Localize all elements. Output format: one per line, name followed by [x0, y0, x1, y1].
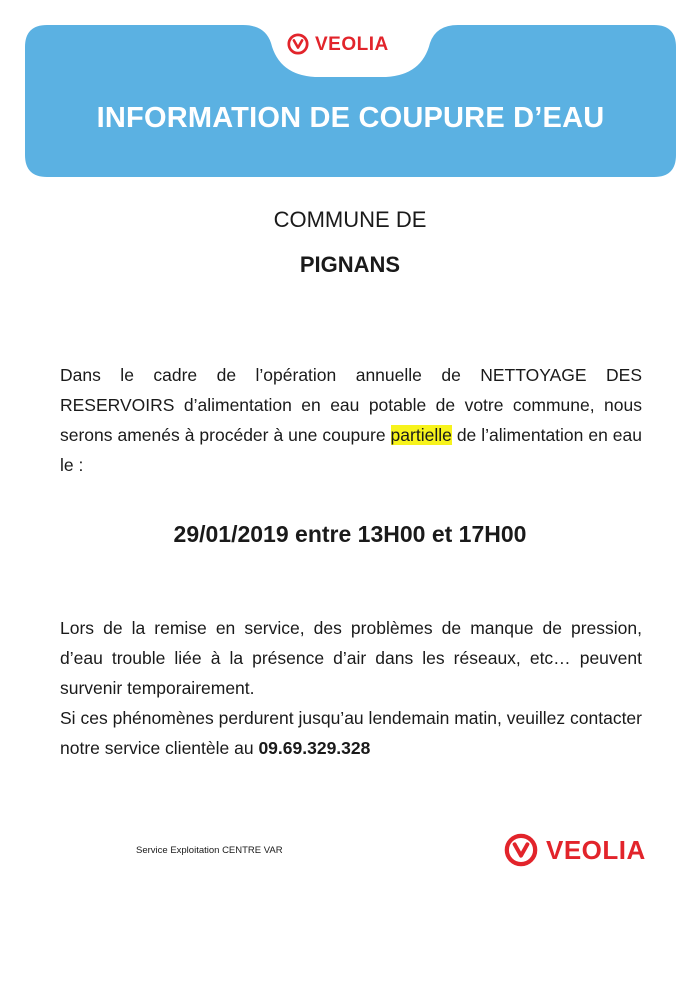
page-title: INFORMATION DE COUPURE D’EAU — [96, 102, 605, 134]
veolia-logo-icon — [287, 33, 309, 55]
intro-text-start: Dans le cadre de l’opération annuelle de NETTOYAGE DES RESERVOIRS d’alimentation en eau potable de votre commune, nous serons amenés à procéder à une coupure — [60, 365, 642, 445]
phone-number: 09.69.329.328 — [258, 738, 371, 758]
veolia-logo-icon — [504, 833, 538, 867]
contact-text: Si ces phénomènes perdurent jusqu’au lendemain matin, veuillez contacter notre service clientèle au — [60, 708, 642, 758]
veolia-logo-bottom — [504, 833, 646, 867]
notice-paragraph-2 — [60, 703, 642, 763]
commune-label: COMMUNE DE — [273, 207, 427, 232]
notice-paragraph-1: Lors de la remise en service, des problèmes de manque de pression, d’eau trouble liée à la présence d’air dans les réseaux, etc… peuvent survenir temporairement. — [60, 618, 642, 698]
header-banner — [25, 25, 676, 177]
logo-text: VEOLIA — [315, 33, 389, 55]
service-label: Service Exploitation CENTRE VAR — [136, 845, 283, 856]
notice-block — [60, 613, 642, 763]
outage-date: 29/01/2019 entre 13H00 et 17H00 — [173, 521, 527, 547]
logo-text: VEOLIA — [546, 835, 646, 865]
intro-paragraph — [60, 360, 642, 480]
highlighted-word: partielle — [390, 425, 452, 445]
intro-text-end: de l’alimentation en eau le : — [60, 425, 642, 475]
commune-name: PIGNANS — [299, 252, 401, 277]
veolia-logo-top — [287, 33, 389, 55]
